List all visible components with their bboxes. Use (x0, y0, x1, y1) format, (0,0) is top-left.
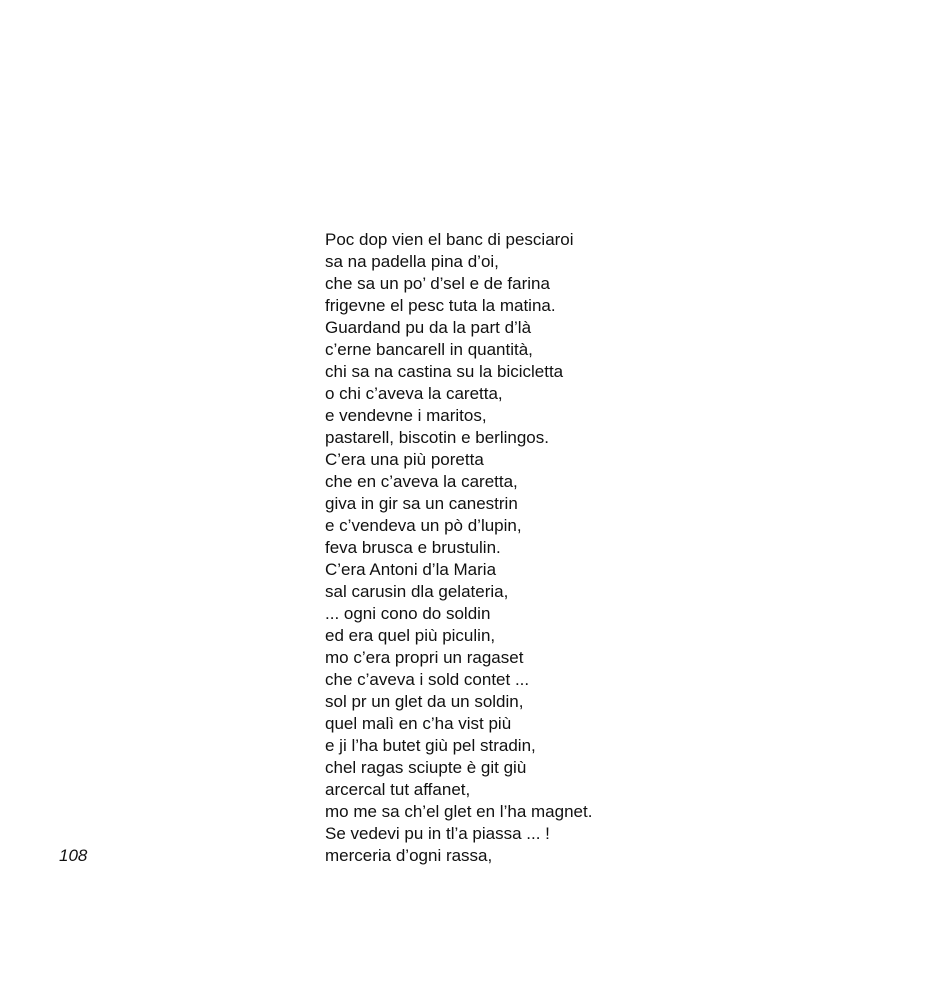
poem-line: o chi c’aveva la caretta, (325, 384, 503, 403)
poem-line: mo me sa ch’el glet en l’ha magnet. (325, 802, 593, 821)
poem-line: mo c’era propri un ragaset (325, 648, 524, 667)
poem-line: quel malì en c’ha vist più (325, 714, 512, 733)
poem-line: sal carusin dla gelateria, (325, 582, 509, 601)
poem-text (325, 229, 592, 867)
poem-line: c’erne bancarell in quantità, (325, 340, 533, 359)
poem-line: frigevne el pesc tuta la matina. (325, 296, 556, 315)
poem-line: giva in gir sa un canestrin (325, 494, 518, 513)
poem-line: C’era Antoni d’la Maria (325, 560, 497, 579)
poem-line: e c’vendeva un pò d’lupin, (325, 516, 522, 535)
poem-line: e vendevne i maritos, (325, 406, 487, 425)
poem-line: e ji l’ha butet giù pel stradin, (325, 736, 536, 755)
poem-line: ... ogni cono do soldin (325, 604, 491, 623)
poem-line: Poc dop vien el banc di pesciaroi (325, 230, 574, 249)
poem-line: che c’aveva i sold contet ... (325, 670, 530, 689)
poem-line: ed era quel più piculin, (325, 626, 496, 645)
poem-line: merceria d’ogni rassa, (325, 846, 493, 865)
poem-line: sa na padella pina d’oi, (325, 252, 499, 271)
poem-line: sol pr un glet da un soldin, (325, 692, 524, 711)
page-number: 108 (59, 846, 88, 865)
poem-line: arcercal tut affanet, (325, 780, 471, 799)
poem-line: che en c’aveva la caretta, (325, 472, 518, 491)
poem-line: C’era una più poretta (325, 450, 484, 469)
poem-line: che sa un po’ d’sel e de farina (325, 274, 550, 293)
poem-line: chel ragas sciupte è git giù (325, 758, 527, 777)
poem-line: chi sa na castina su la bicicletta (325, 362, 564, 381)
poem-line: Se vedevi pu in tl’a piassa ... ! (325, 824, 550, 843)
poem-line: Guardand pu da la part d’là (325, 318, 532, 337)
poem-line: feva brusca e brustulin. (325, 538, 501, 557)
poem-line: pastarell, biscotin e berlingos. (325, 428, 549, 447)
